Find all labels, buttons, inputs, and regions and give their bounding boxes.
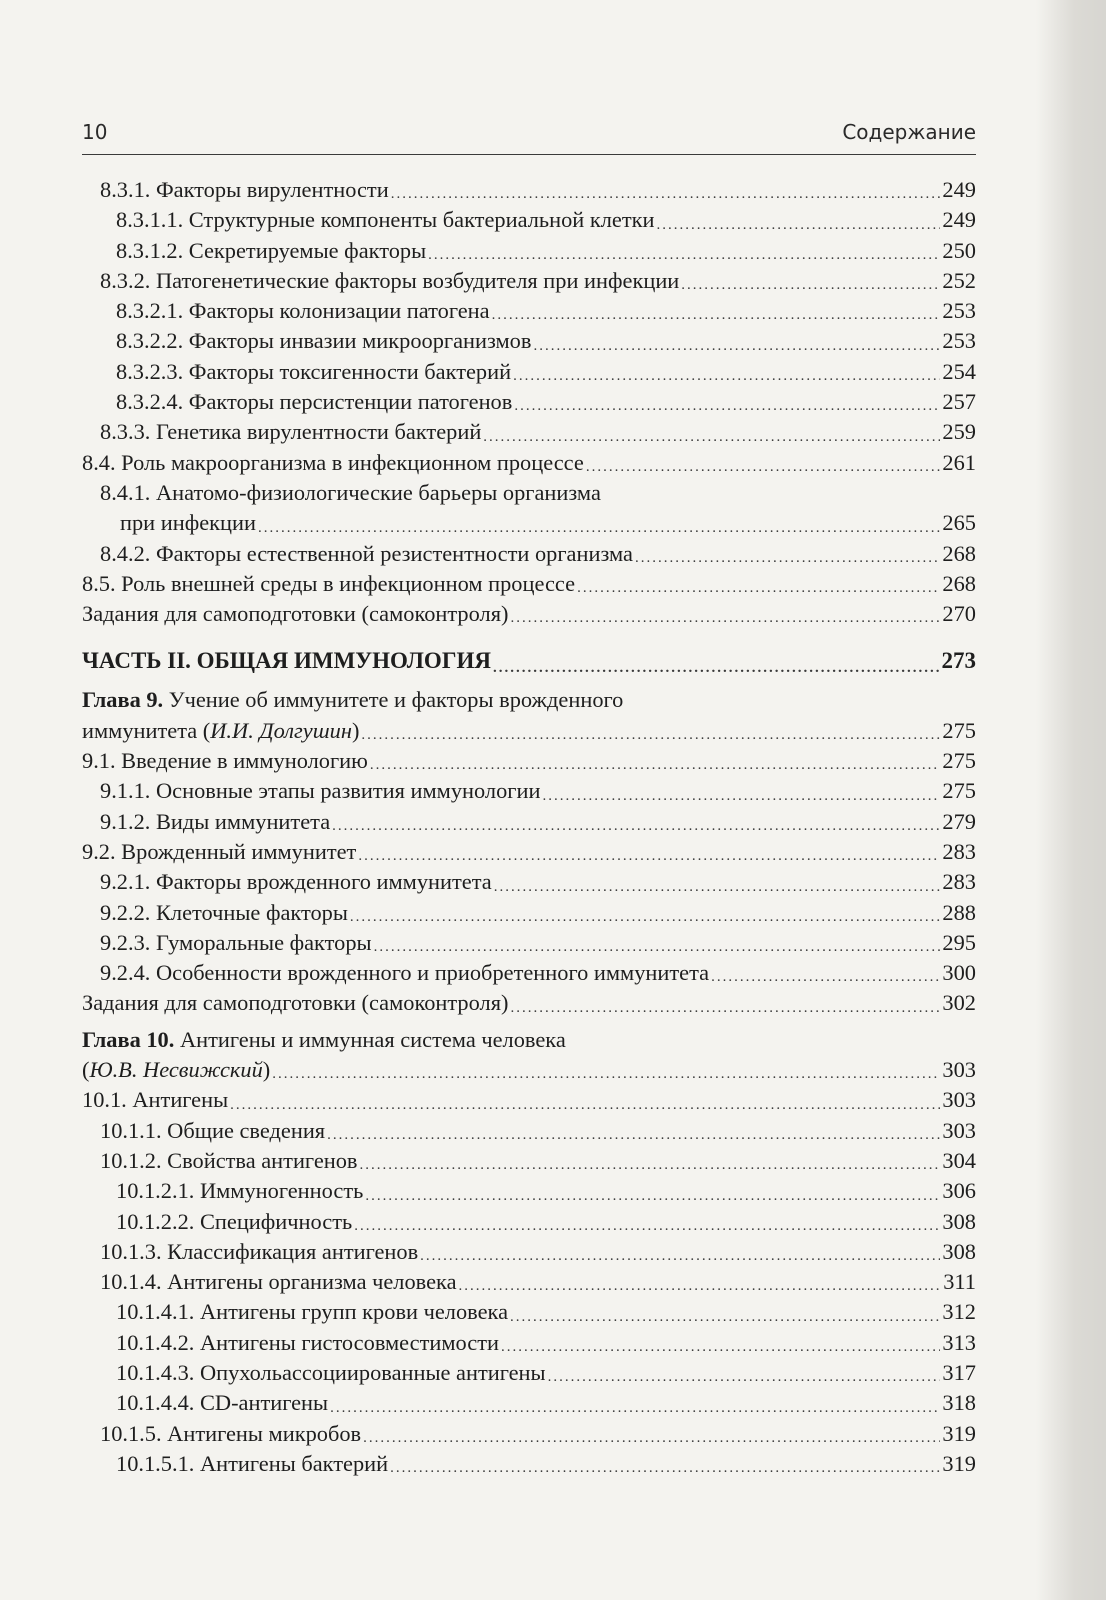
leader-dots: [428, 244, 940, 266]
toc-entry-title: [100, 1116, 325, 1146]
toc-entry: [82, 417, 976, 447]
toc-entry-text: 8.3.2.4. Факторы персистенции патогенов: [116, 389, 513, 415]
leader-dots: [711, 966, 940, 988]
toc-entry-text: 9.2.4. Особенности врожденного и приобретенного иммунитета: [100, 960, 710, 986]
toc-page-number: 300: [942, 960, 976, 986]
toc-entry-title: [100, 539, 633, 569]
toc-entry-text: 10.1. Антигены: [82, 1087, 229, 1113]
leader-dots: [510, 1306, 940, 1328]
toc-entry: [82, 205, 976, 235]
toc-entry-text-after: ): [262, 1057, 271, 1083]
leader-dots: [354, 1215, 940, 1237]
toc-page-number: 249: [942, 177, 976, 202]
page-header: [82, 118, 976, 155]
toc-entry-text: 10.1.1. Общие сведения: [100, 1117, 326, 1143]
toc-entry-title: [116, 1297, 508, 1327]
toc-entry: [82, 643, 976, 679]
toc-entry-title: [100, 776, 540, 806]
toc-entry-title: [100, 1146, 358, 1176]
leader-dots: [483, 426, 940, 448]
leader-dots: [501, 1336, 940, 1358]
toc-entry-text: 10.1.5. Антигены микробов: [100, 1420, 362, 1446]
leader-dots: [327, 1124, 940, 1146]
toc-page-number: 257: [942, 389, 976, 415]
toc-entry: [82, 175, 976, 205]
toc-entry: [82, 1146, 976, 1176]
toc-entry-title: [82, 643, 491, 679]
toc-page-number: 303: [942, 1117, 976, 1143]
toc-entry: [82, 1055, 976, 1085]
toc-entry-title: [100, 175, 389, 205]
toc-entry: [82, 1207, 976, 1237]
running-title: Содержание: [842, 120, 976, 144]
toc-entry-text: 10.1.3. Классификация антигенов: [100, 1238, 419, 1264]
toc-page-number: 249: [942, 207, 976, 233]
toc-entry: [82, 716, 976, 746]
toc-entry-text: 8.3.2.1. Факторы колонизации патогена: [116, 298, 490, 324]
toc-page-number: 253: [942, 328, 976, 354]
toc-entry-text: 9.1.2. Виды иммунитета: [100, 808, 331, 834]
toc-page-number: 318: [942, 1390, 976, 1416]
toc-page-number: 259: [942, 419, 976, 445]
toc-entry-text: 9.2.2. Клеточные факторы: [100, 899, 348, 925]
toc-entry: [82, 867, 976, 897]
leader-dots: [542, 785, 940, 807]
toc-page-number: 275: [942, 748, 976, 774]
toc-entry: [82, 988, 976, 1018]
toc-entry: [82, 326, 976, 356]
toc-entry-title: [120, 508, 256, 538]
toc-entry-title: [100, 1419, 361, 1449]
toc-entry-text: 8.3.2. Патогенетические факторы возбудителя при инфекции: [100, 267, 680, 293]
leader-dots: [494, 876, 941, 898]
toc-page-number: 283: [942, 869, 976, 895]
toc-entry-title: [82, 1055, 270, 1085]
toc-page-number: 268: [942, 570, 976, 596]
toc-entry-text: 10.1.2. Свойства антигенов: [100, 1147, 358, 1173]
leader-dots: [358, 845, 940, 867]
leader-dots: [374, 936, 941, 958]
toc-page-number: 313: [942, 1329, 976, 1355]
toc-entry-text: 10.1.2.1. Иммуногенность: [116, 1178, 364, 1204]
leader-dots: [365, 1185, 940, 1207]
toc-entry-text: 8.5. Роль внешней среды в инфекционном процессе: [82, 570, 576, 596]
leader-dots: [363, 1427, 940, 1449]
toc-entry: [82, 1328, 976, 1358]
toc-entry: [82, 746, 976, 776]
leader-dots: [514, 395, 940, 417]
toc-entry-title: [100, 478, 601, 508]
toc-entry-text: 10.1.4.1. Антигены групп крови человека: [116, 1299, 509, 1325]
toc-entry: [82, 508, 976, 538]
toc-entry: [82, 478, 976, 508]
toc-entry-title: [82, 1085, 228, 1115]
toc-entry-title: [116, 326, 531, 356]
toc-entry: [82, 1358, 976, 1388]
toc-entry: [82, 1419, 976, 1449]
leader-dots: [548, 1366, 941, 1388]
toc-page-number: 317: [942, 1359, 976, 1385]
toc-entry-title: [116, 387, 512, 417]
toc-entry-text: 10.1.5.1. Антигены бактерий: [116, 1450, 389, 1476]
toc-page-number: 268: [942, 540, 976, 566]
toc-page-number: 312: [942, 1299, 976, 1325]
toc-page-number: 265: [942, 510, 976, 536]
leader-dots: [586, 456, 941, 478]
toc-page-number: 302: [942, 990, 976, 1016]
toc-entry-title: [100, 867, 492, 897]
toc-entry-title: [82, 599, 508, 629]
toc-page-number: 319: [942, 1450, 976, 1476]
toc-page-number: 303: [942, 1057, 976, 1083]
leader-dots: [510, 997, 940, 1019]
toc-entry: [82, 296, 976, 326]
toc-page-number: 283: [942, 838, 976, 864]
toc-entry: [82, 1388, 976, 1418]
toc-page-number: 295: [942, 929, 976, 955]
toc-entry-text: 8.3.2.2. Факторы инвазии микроорганизмов: [116, 328, 532, 354]
chapter-label: Глава 10.: [82, 1026, 175, 1052]
toc-entry-title: [100, 928, 372, 958]
toc-entry-title: [116, 296, 490, 326]
toc-entry-title: [82, 569, 575, 599]
toc-entry-text: (: [82, 1057, 90, 1083]
toc-entry-title: [82, 746, 368, 776]
toc-page-number: 288: [942, 899, 976, 925]
toc-entry: [82, 685, 976, 715]
toc-entry-text: при инфекции: [120, 510, 256, 536]
toc-entry-text: Учение об иммунитете и факторы врожденного: [163, 687, 624, 713]
toc-entry-text: 10.1.4.4. CD-антигены: [116, 1390, 329, 1416]
toc-entry-text: 8.3.1.1. Структурные компоненты бактериальной клетки: [116, 207, 655, 233]
toc-entry: [82, 1176, 976, 1206]
toc-entry-text: 8.3.2.3. Факторы токсигенности бактерий: [116, 358, 512, 384]
leader-dots: [635, 547, 940, 569]
table-of-contents: [82, 175, 976, 1479]
toc-entry: [82, 357, 976, 387]
toc-entry: [82, 1449, 976, 1479]
toc-entry-title: [82, 1025, 566, 1055]
toc-entry-title: [116, 1328, 499, 1358]
toc-entry-text: 8.4.1. Анатомо-физиологические барьеры организма: [100, 479, 601, 505]
author-name: И.И. Долгушин: [210, 717, 352, 743]
toc-entry-text: иммунитета (: [82, 717, 211, 743]
toc-entry: [82, 776, 976, 806]
toc-page-number: 275: [942, 778, 976, 804]
toc-entry: [82, 1297, 976, 1327]
toc-entry: [82, 599, 976, 629]
toc-entry-text: 9.1. Введение в иммунологию: [82, 748, 368, 774]
toc-entry: [82, 539, 976, 569]
toc-entry-title: [116, 1388, 328, 1418]
toc-entry-title: [116, 1207, 352, 1237]
toc-entry-title: [116, 1176, 363, 1206]
author-name: Ю.В. Несвижский: [89, 1057, 263, 1083]
toc-entry-text: Задания для самоподготовки (самоконтроля): [82, 601, 509, 627]
toc-page-number: 273: [941, 648, 976, 674]
toc-entry: [82, 387, 976, 417]
toc-entry-title: [100, 417, 481, 447]
toc-entry-title: [116, 1449, 388, 1479]
toc-entry: [82, 266, 976, 296]
toc-entry: [82, 958, 976, 988]
toc-entry-text: 8.3.1.2. Секретируемые факторы: [116, 237, 427, 263]
toc-entry: [82, 569, 976, 599]
toc-entry-text: ЧАСТЬ II. ОБЩАЯ ИММУНОЛОГИЯ: [82, 648, 491, 674]
toc-entry-text: 8.3.1. Факторы вирулентности: [100, 177, 389, 202]
toc-entry-title: [82, 837, 356, 867]
toc-entry-title: [100, 898, 348, 928]
leader-dots: [361, 724, 940, 746]
toc-entry-title: [82, 685, 623, 715]
leader-dots: [657, 214, 941, 236]
toc-page-number: 319: [942, 1420, 976, 1446]
leader-dots: [681, 274, 940, 296]
toc-entry-title: [100, 1267, 457, 1297]
chapter-label: Глава 9.: [82, 687, 164, 713]
toc-entry-text: 9.2. Врожденный иммунитет: [82, 838, 357, 864]
toc-entry-text: 10.1.4. Антигены организма человека: [100, 1269, 457, 1295]
leader-dots: [492, 304, 941, 326]
toc-entry-text-after: ): [351, 717, 360, 743]
toc-entry-text: 10.1.4.2. Антигены гистосовместимости: [116, 1329, 500, 1355]
leader-dots: [420, 1245, 940, 1267]
leader-dots: [493, 657, 940, 679]
toc-entry: [82, 1116, 976, 1146]
leader-dots: [533, 335, 940, 357]
page-edge-shadow: [1036, 0, 1106, 1600]
toc-page-number: 306: [942, 1178, 976, 1204]
page-number: 10: [82, 120, 108, 144]
leader-dots: [510, 607, 940, 629]
toc-entry: [82, 1085, 976, 1115]
toc-entry: [82, 807, 976, 837]
toc-page-number: 279: [942, 808, 976, 834]
toc-entry-title: [100, 807, 330, 837]
leader-dots: [370, 754, 941, 776]
toc-entry-title: [82, 448, 584, 478]
toc-entry-title: [116, 1358, 546, 1388]
toc-entry-text: Антигены и иммунная система человека: [174, 1026, 566, 1052]
toc-entry-text: 8.4.2. Факторы естественной резистентности организма: [100, 540, 633, 566]
toc-entry-text: 9.1.1. Основные этапы развития иммунологии: [100, 778, 541, 804]
toc-page-number: 308: [942, 1238, 976, 1264]
toc-entry-text: 8.4. Роль макроорганизма в инфекционном процессе: [82, 449, 584, 475]
toc-entry: [82, 448, 976, 478]
toc-page-number: 270: [942, 601, 976, 627]
toc-entry: [82, 928, 976, 958]
toc-page-number: 250: [942, 237, 976, 263]
toc-entry-title: [116, 236, 426, 266]
leader-dots: [391, 183, 941, 205]
leader-dots: [390, 1457, 940, 1479]
toc-page-number: 304: [942, 1147, 976, 1173]
toc-page-number: 254: [942, 358, 976, 384]
toc-page-number: 311: [943, 1269, 976, 1295]
toc-entry: [82, 837, 976, 867]
leader-dots: [258, 517, 940, 539]
leader-dots: [350, 906, 941, 928]
toc-entry-title: [100, 266, 679, 296]
leader-dots: [577, 577, 940, 599]
toc-entry-title: [100, 1237, 418, 1267]
toc-entry-title: [116, 357, 511, 387]
leader-dots: [230, 1094, 940, 1116]
leader-dots: [332, 815, 940, 837]
toc-page-number: 252: [942, 267, 976, 293]
toc-entry: [82, 236, 976, 266]
leader-dots: [459, 1275, 942, 1297]
leader-dots: [513, 365, 940, 387]
toc-entry-title: [82, 716, 359, 746]
toc-page-number: 253: [942, 298, 976, 324]
toc-page-number: 261: [942, 449, 976, 475]
leader-dots: [330, 1397, 940, 1419]
toc-entry-text: 10.1.2.2. Специфичность: [116, 1208, 353, 1234]
toc-entry-title: [116, 205, 655, 235]
toc-page-number: 275: [942, 717, 976, 743]
toc-page-number: 308: [942, 1208, 976, 1234]
toc-entry-title: [82, 988, 508, 1018]
leader-dots: [272, 1063, 940, 1085]
toc-entry-text: 8.3.3. Генетика вирулентности бактерий: [100, 419, 482, 445]
toc-entry-text: 9.2.1. Факторы врожденного иммунитета: [100, 869, 492, 895]
toc-entry: [82, 1237, 976, 1267]
toc-entry: [82, 1025, 976, 1055]
toc-entry-text: 10.1.4.3. Опухольассоциированные антигены: [116, 1359, 546, 1385]
leader-dots: [360, 1154, 941, 1176]
toc-entry: [82, 898, 976, 928]
toc-entry-text: Задания для самоподготовки (самоконтроля): [82, 990, 509, 1016]
toc-page-number: 303: [942, 1087, 976, 1113]
toc-entry-text: 9.2.3. Гуморальные факторы: [100, 929, 372, 955]
toc-entry: [82, 1267, 976, 1297]
toc-entry-title: [100, 958, 709, 988]
